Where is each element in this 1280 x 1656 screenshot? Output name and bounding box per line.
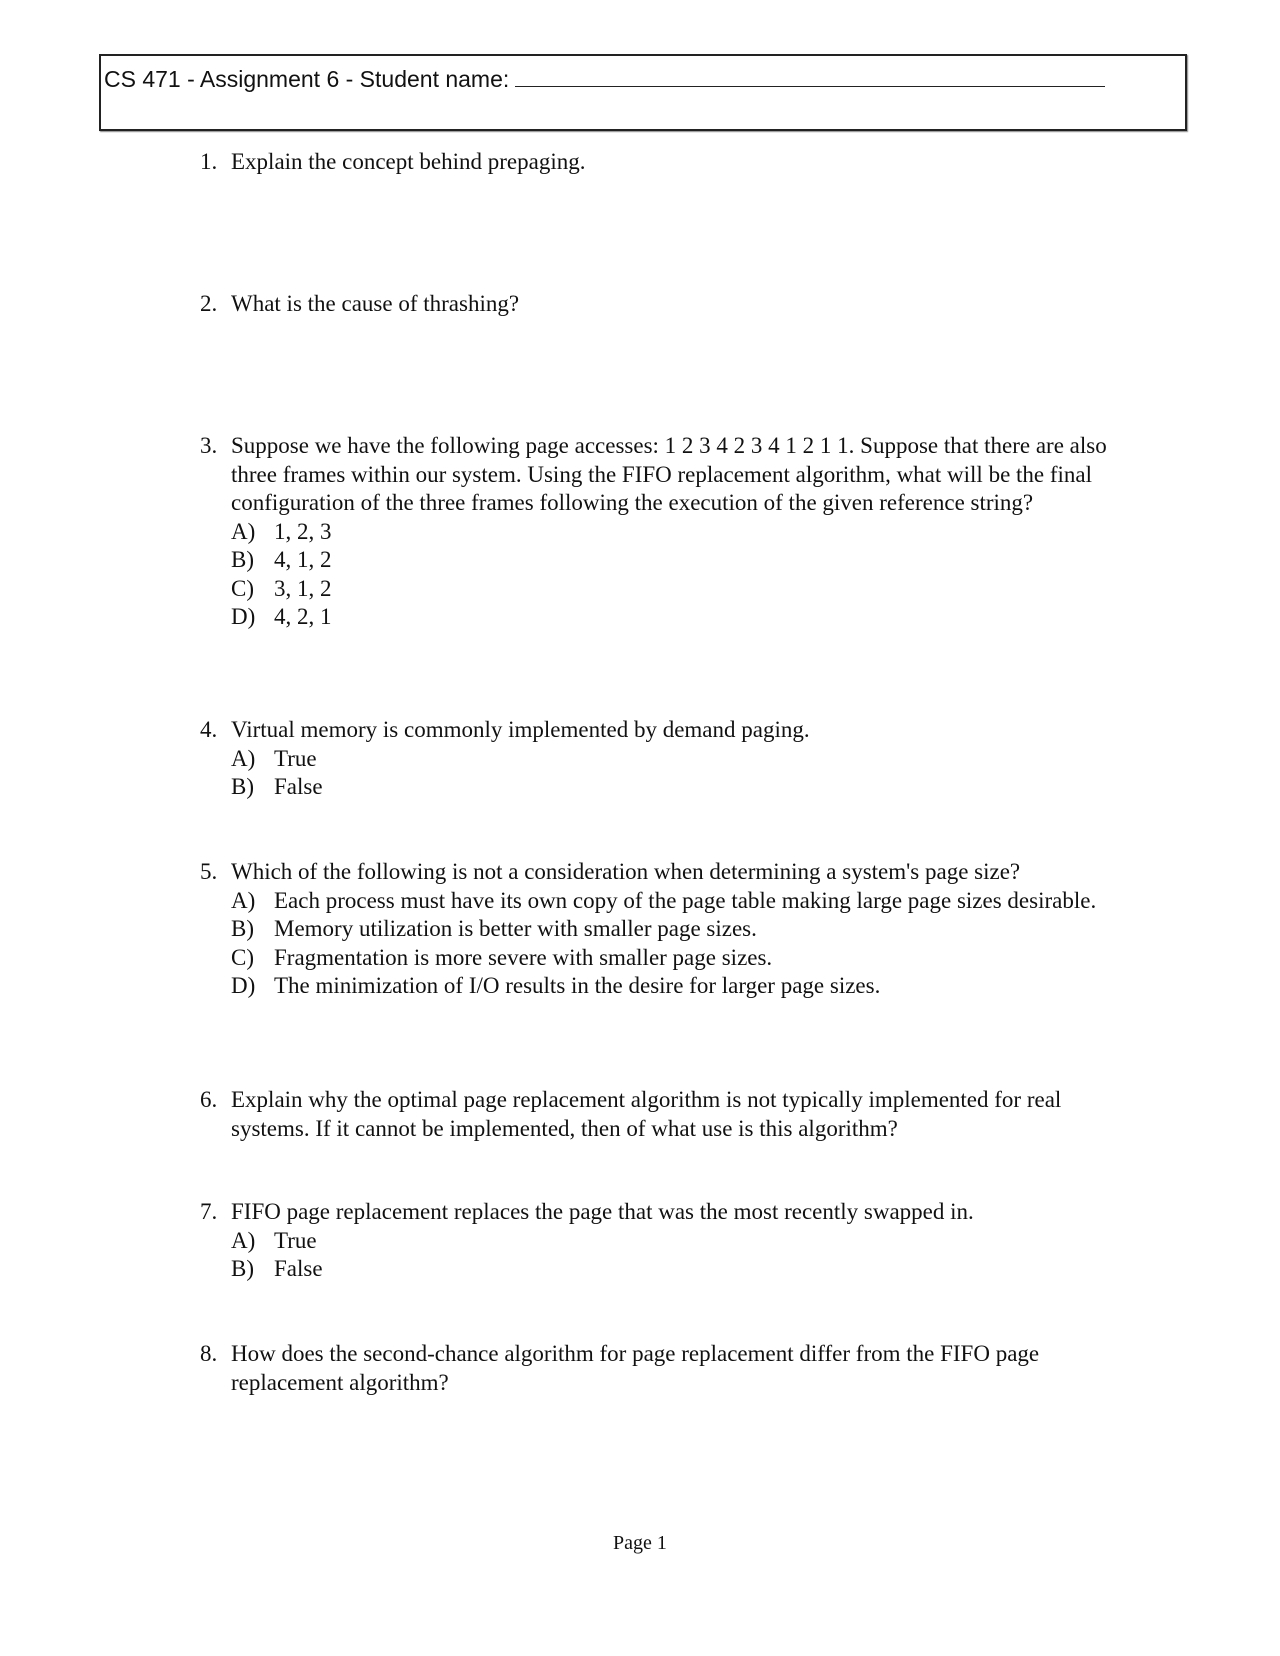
option-text: True — [274, 745, 317, 771]
question-4 — [200, 716, 1120, 802]
answer-option — [231, 546, 1120, 575]
question-3 — [200, 432, 1120, 632]
header-box — [99, 54, 1187, 131]
answer-option — [231, 944, 1120, 973]
answer-option — [231, 887, 1120, 916]
question-6 — [200, 1086, 1120, 1143]
option-text: 3, 1, 2 — [274, 575, 332, 601]
question-text: Explain why the optimal page replacement algorithm is not typically implemented for real systems. If it cannot be implemented, then of what use is this algorithm? — [231, 1087, 1062, 1141]
header-title-text: CS 471 - Assignment 6 - Student name: — [104, 66, 510, 92]
option-text: Each process must have its own copy of the page table making large page sizes desirable. — [274, 887, 1097, 913]
option-letter: B) — [231, 916, 254, 941]
question-text: Which of the following is not a consideration when determining a system's page size? — [231, 859, 1021, 884]
question-number: 3. — [200, 433, 218, 458]
answer-option — [231, 773, 1120, 802]
student-name-blank — [515, 68, 1105, 87]
answer-option — [231, 1227, 1120, 1256]
question-text: Virtual memory is commonly implemented by demand paging. — [231, 717, 810, 742]
option-letter: C) — [231, 575, 254, 601]
question-number: 7. — [200, 1199, 218, 1224]
answer-option — [231, 575, 1120, 604]
option-letter: C) — [231, 944, 254, 970]
option-text: Fragmentation is more severe with smaller page sizes. — [274, 944, 773, 970]
answer-option — [231, 972, 1120, 1001]
option-letter: D) — [231, 973, 256, 998]
question-number: 8. — [200, 1341, 218, 1366]
option-text: 4, 2, 1 — [274, 604, 332, 629]
question-text: Explain the concept behind prepaging. — [231, 149, 586, 174]
answer-option — [231, 518, 1120, 547]
question-text: Suppose we have the following page accesses: 1 2 3 4 2 3 4 1 2 1 1. Suppose that there are also three frames within our system. Using the FIFO replacement algorithm, what will be the final configuration of the three frames following the execution of the given reference string? — [231, 433, 1107, 515]
option-text: The minimization of I/O results in the desire for larger page sizes. — [274, 973, 881, 998]
question-number: 6. — [200, 1087, 218, 1112]
option-text: 1, 2, 3 — [274, 518, 332, 544]
option-text: False — [274, 774, 323, 799]
option-letter: B) — [231, 547, 254, 572]
option-letter: A) — [231, 745, 256, 771]
header-title — [104, 66, 1105, 93]
question-7 — [200, 1198, 1120, 1284]
question-text: FIFO page replacement replaces the page that was the most recently swapped in. — [231, 1199, 974, 1224]
answer-option — [231, 1255, 1120, 1284]
answer-option — [231, 745, 1120, 774]
option-text: 4, 1, 2 — [274, 547, 332, 572]
option-letter: A) — [231, 518, 256, 544]
question-number: 5. — [200, 859, 218, 884]
question-8 — [200, 1340, 1120, 1397]
answer-option — [231, 915, 1120, 944]
question-2 — [200, 290, 1120, 319]
option-letter: D) — [231, 604, 256, 629]
question-text: What is the cause of thrashing? — [231, 291, 520, 316]
question-number: 2. — [200, 291, 218, 316]
question-number: 1. — [200, 149, 218, 174]
option-letter: B) — [231, 1256, 254, 1281]
question-5 — [200, 858, 1120, 1001]
option-letter: A) — [231, 887, 256, 913]
option-text: Memory utilization is better with smaller page sizes. — [274, 916, 757, 941]
option-text: True — [274, 1227, 317, 1253]
question-1 — [200, 148, 1120, 177]
option-text: False — [274, 1256, 323, 1281]
option-letter: B) — [231, 774, 254, 799]
question-number: 4. — [200, 717, 218, 742]
question-text: How does the second-chance algorithm for page replacement differ from the FIFO page replacement algorithm? — [231, 1341, 1040, 1395]
page-number: Page 1 — [613, 1532, 667, 1554]
answer-option — [231, 603, 1120, 632]
option-letter: A) — [231, 1227, 256, 1253]
